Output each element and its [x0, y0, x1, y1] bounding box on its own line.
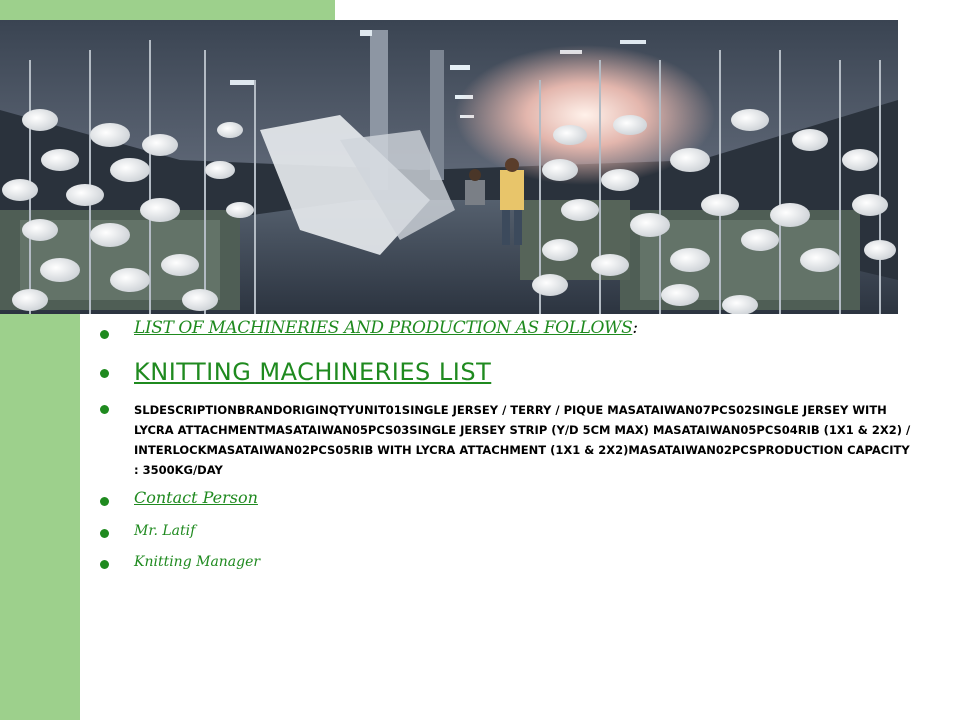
knitting-machineries-list-link[interactable]: KNITTING MACHINERIES LIST — [134, 358, 492, 386]
green-top-bar — [80, 0, 335, 20]
bullet-contact-label — [100, 488, 920, 523]
bullet-knitting-list-title — [100, 358, 920, 400]
machinery-details-text: SLDESCRIPTIONBRANDORIGINQTYUNIT01SINGLE JERSEY / TERRY / PIQUE MASATAIWAN07PCS02SINGLE JERSEY WITH LYCRA ATTACHMENTMASATAIWAN05PCS03SINGLE JERSEY STRIP (Y/D 5CM MAX) MASATAIWAN05PCS04RIB (1X1 & 2X2) / INTERLOCKMASATAIWAN02PCS05RIB WITH LYCRA ATTACHMENT (1X1 & 2X2)MASATAIWAN02PCSPRODUCTION CAPACITY : 3500KG/DAY — [134, 403, 911, 477]
bullet-machineries-heading — [100, 318, 920, 358]
contact-person-link[interactable]: Contact Person — [134, 488, 258, 507]
bullet-contact-name — [100, 523, 920, 554]
heading-colon: : — [632, 318, 639, 338]
slide-bullet-list — [100, 318, 920, 585]
bullet-machinery-details — [100, 400, 916, 480]
bullet-contact-title — [100, 554, 920, 585]
contact-title-text: Knitting Manager — [134, 554, 261, 570]
machineries-heading-link[interactable]: LIST OF MACHINERIES AND PRODUCTION AS FOLLOWS — [134, 318, 633, 338]
knitting-factory-photo — [0, 20, 898, 314]
contact-name-text: Mr. Latif — [134, 523, 196, 539]
